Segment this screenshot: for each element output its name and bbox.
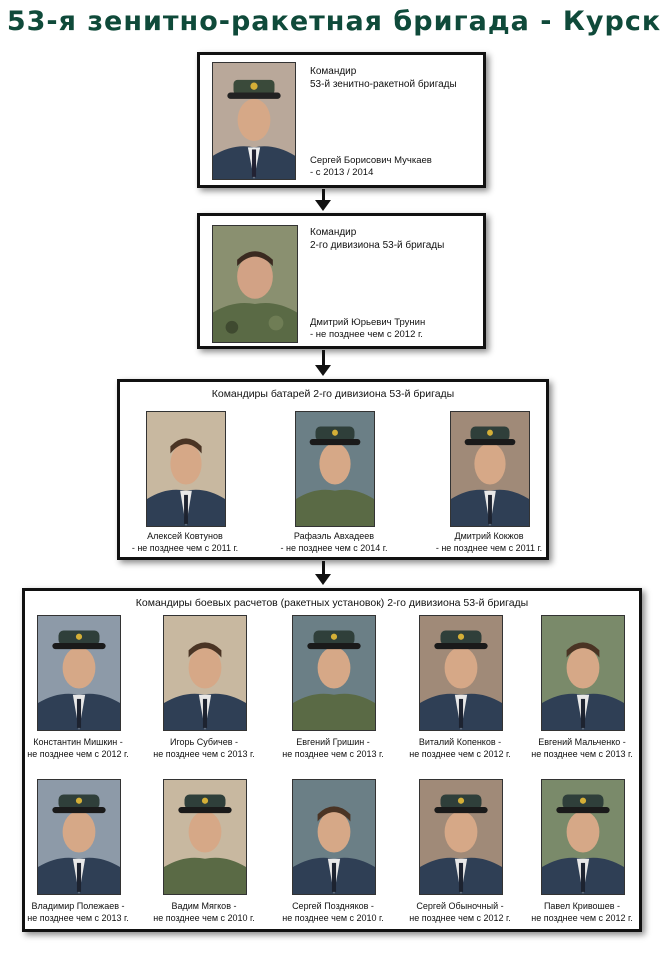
battery-commander-caption: [264, 531, 404, 554]
crew-commander-name: Виталий Копенков -: [418, 737, 502, 747]
crew-commander-photo: [37, 615, 121, 731]
battery-commander-period: - не позднее чем с 2011 г.: [131, 542, 239, 553]
crew-commander-name: Константин Мишкин -: [33, 737, 123, 747]
battery-commander-caption: [419, 531, 559, 554]
battery-commander-caption: [115, 531, 255, 554]
battery-commander-name: Рафаэль Авхадеев: [293, 531, 375, 541]
commander-period: - с 2013 / 2014: [310, 167, 374, 178]
battery-commander-name: Алексей Ковтунов: [147, 531, 223, 541]
division-commander-role: Командир: [310, 227, 357, 238]
crew-commander-photo: [419, 779, 503, 895]
commander-role: Командир: [310, 66, 357, 77]
crew-commander-period: не позднее чем с 2012 г.: [409, 748, 511, 759]
crew-commander-name: Вадим Мягков -: [171, 901, 237, 911]
crew-commander-caption: [18, 901, 138, 924]
crew-commander-caption: [273, 901, 393, 924]
commander-photo: [212, 62, 296, 180]
commander-title: [310, 66, 457, 91]
crew-commander-period: не позднее чем с 2013 г.: [27, 912, 129, 923]
crew-commander-period: не позднее чем с 2010 г.: [282, 912, 384, 923]
battery-commander-period: - не позднее чем с 2011 г.: [435, 542, 543, 553]
crew-commander-photo: [292, 615, 376, 731]
crew-commander-period: не позднее чем с 2013 г.: [153, 748, 255, 759]
crew-commander-caption: [400, 737, 520, 760]
division-commander-name: Дмитрий Юрьевич Трунин: [310, 317, 426, 328]
division-commander-card: [197, 213, 486, 349]
crew-commander-caption: [144, 737, 264, 760]
crew-commander-photo: [163, 615, 247, 731]
crew-commander-photo: [419, 615, 503, 731]
battery-commander-photo: [450, 411, 530, 527]
crew-commander-name: Евгений Гришин -: [296, 737, 370, 747]
battery-commander-period: - не позднее чем с 2014 г.: [280, 542, 388, 553]
crew-commander-caption: [522, 737, 642, 760]
battery-commander-photo: [295, 411, 375, 527]
division-commander-unit: 2-го дивизиона 53-й бригады: [310, 239, 445, 251]
crew-commanders-title: Командиры боевых расчетов (ракетных установок) 2-го дивизиона 53-й бригады: [135, 597, 529, 609]
crew-commander-name: Сергей Поздняков -: [292, 901, 374, 911]
division-commander-period: - не позднее чем с 2012 г.: [310, 329, 423, 340]
crew-commander-name: Павел Кривошев -: [543, 901, 621, 911]
crew-commander-caption: [144, 901, 264, 924]
crew-commander-period: не позднее чем с 2012 г.: [531, 912, 633, 923]
crew-commander-name: Евгений Мальченко -: [538, 737, 626, 747]
crew-commander-photo: [541, 779, 625, 895]
battery-commanders-card: [117, 379, 549, 560]
crew-commander-period: не позднее чем с 2010 г.: [153, 912, 255, 923]
battery-commanders-title: Командиры батарей 2-го дивизиона 53-й бригады: [211, 388, 455, 400]
crew-commander-name: Игорь Субичев -: [169, 737, 238, 747]
crew-commanders-card: [22, 588, 642, 932]
battery-commander-photo: [146, 411, 226, 527]
page-title: 53-я зенитно-ракетная бригада - Курск: [6, 6, 662, 37]
crew-commander-caption: [273, 737, 393, 760]
division-commander-name-block: [310, 317, 425, 341]
battery-commander-name: Дмитрий Кокжов: [454, 531, 524, 541]
crew-commander-caption: [522, 901, 642, 924]
crew-commander-photo: [541, 615, 625, 731]
division-commander-photo: [212, 225, 298, 343]
commander-name-block: [310, 155, 432, 179]
crew-commander-photo: [292, 779, 376, 895]
crew-commander-period: не позднее чем с 2012 г.: [27, 748, 129, 759]
crew-commander-photo: [163, 779, 247, 895]
commander-unit: 53-й зенитно-ракетной бригады: [310, 78, 457, 90]
crew-commander-caption: [400, 901, 520, 924]
commander-name: Сергей Борисович Мучкаев: [310, 155, 432, 166]
crew-commander-period: не позднее чем с 2012 г.: [409, 912, 511, 923]
crew-commander-period: не позднее чем с 2013 г.: [282, 748, 384, 759]
crew-commander-name: Сергей Обыночный -: [416, 901, 504, 911]
crew-commander-photo: [37, 779, 121, 895]
crew-commander-caption: [18, 737, 138, 760]
crew-commander-period: не позднее чем с 2013 г.: [531, 748, 633, 759]
division-commander-title: [310, 227, 444, 252]
crew-commander-name: Владимир Полежаев -: [31, 901, 125, 911]
brigade-commander-card: [197, 52, 486, 188]
